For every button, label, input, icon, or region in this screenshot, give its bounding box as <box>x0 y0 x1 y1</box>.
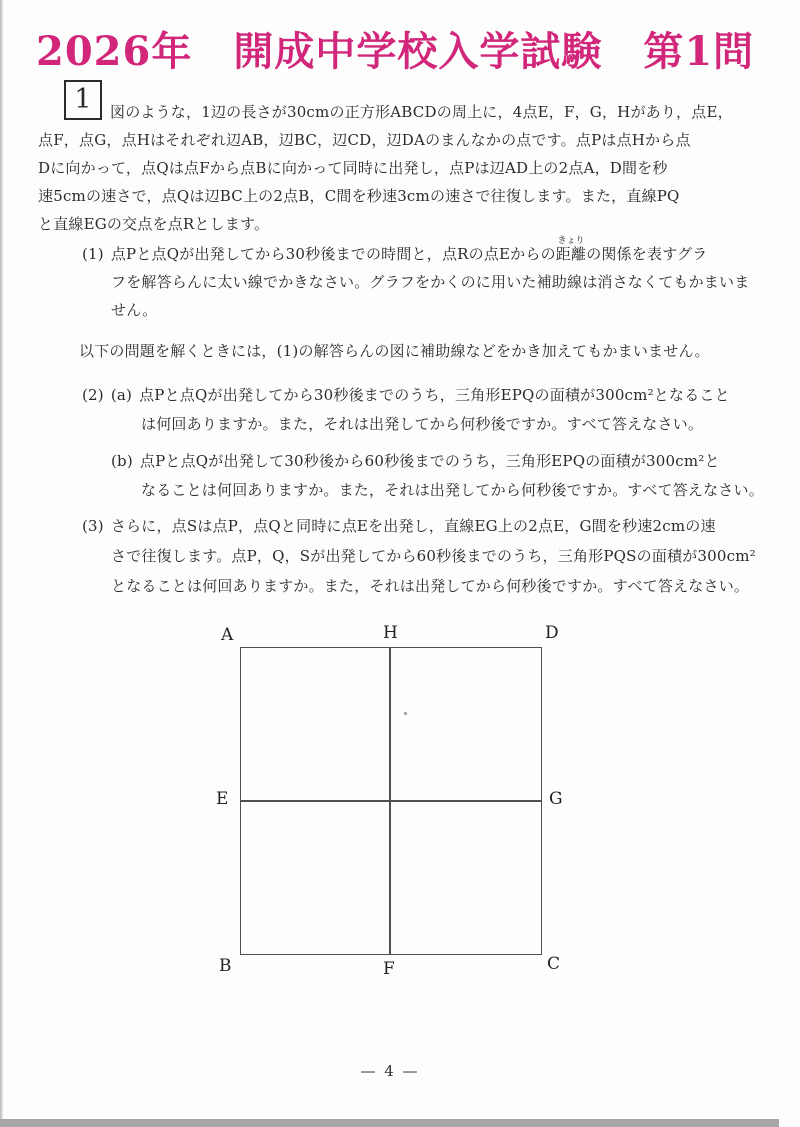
note-text: 以下の問題を解くときには，(1)の解答らんの図に補助線などをかき加えてもかまいません。 <box>79 342 710 360</box>
question-2b-line-1 <box>111 450 720 471</box>
vertex-label-D: D <box>545 623 559 643</box>
question-1-label: (1) <box>82 245 104 263</box>
vertex-label-E: E <box>216 789 229 809</box>
intro-line-2: 点F，点G，点Hはそれぞれ辺AB，辺BC，辺CD，辺DAのまんなかの点です。点Pは点Hから点 <box>38 131 691 149</box>
question-1-line-2: フを解答らんに太い線でかきなさい。グラフをかくのに用いた補助線は消さなくてもかまいま <box>111 273 750 291</box>
page-title: 2026年 開成中学校入学試験 第1問 <box>36 28 755 75</box>
intro-line-5: と直線EGの交点を点Rとします。 <box>38 215 270 233</box>
vertex-label-G: G <box>549 789 563 809</box>
segment-EG <box>240 800 542 802</box>
question-2a-text: 点Pと点Qが出発してから30秒後までのうち，三角形EPQの面積が300cm²となること <box>139 386 730 404</box>
page-number: — 4 — <box>360 1062 420 1080</box>
question-3-text: さらに，点Sは点P，点Qと同時に点Eを出発し，直線EG上の2点E，G間を秒速2cmの速 <box>110 517 716 535</box>
problem-number-box <box>64 80 102 120</box>
question-2a-line-1 <box>82 384 730 405</box>
scan-edge-bottom <box>0 1119 779 1127</box>
question-1-text-pre: 点Pと点Qが出発してから30秒後までの時間と，点Rの点Eからの <box>110 245 556 263</box>
question-3-line-2: さで往復します。点P，Q，Sが出発してから60秒後までのうち，三角形PQSの面積が300cm² <box>111 547 756 565</box>
vertex-label-H: H <box>383 623 398 643</box>
vertex-label-B: B <box>219 956 232 976</box>
question-1-line-3: せん。 <box>111 301 158 319</box>
vertex-label-C: C <box>547 954 561 974</box>
question-2b-label: (b) <box>111 452 133 470</box>
ruby-base: 距離 <box>555 245 587 263</box>
question-2b-text: 点Pと点Qが出発して30秒後から60秒後までのうち，三角形EPQの面積が300cm²と <box>139 452 720 470</box>
question-2b-line-2: なることは何回ありますか。また，それは出発してから何秒後ですか。すべて答えなさい。 <box>141 481 764 499</box>
intro-line-1: 図のような，1辺の長さが30cmの正方形ABCDの周上に，4点E，F，G，Hがあり，点E， <box>110 103 733 121</box>
vertex-label-A: A <box>221 625 234 645</box>
question-1-text-post: の関係を表すグラ <box>586 245 708 263</box>
stray-mark <box>404 712 407 715</box>
question-1-line-1 <box>82 236 708 264</box>
vertex-label-F: F <box>383 959 395 979</box>
ruby-furigana: きょり <box>557 236 585 246</box>
question-3-line-3: となることは何回ありますか。また，それは出発してから何秒後ですか。すべて答えなさい。 <box>111 577 750 595</box>
question-3-line-1 <box>82 515 716 536</box>
question-2a-label: (a) <box>110 386 133 404</box>
question-3-label: (3) <box>82 517 104 535</box>
ruby-kyori <box>555 236 587 264</box>
question-2-label: (2) <box>82 386 104 404</box>
question-2a-line-2: は何回ありますか。また，それは出発してから何秒後ですか。すべて答えなさい。 <box>141 415 704 433</box>
scan-edge-left <box>0 0 3 1127</box>
intro-line-3: Dに向かって，点Qは点Fから点Bに向かって同時に出発し，点Pは辺AD上の2点A，D間を秒 <box>38 159 668 177</box>
square-diagram <box>240 647 542 955</box>
intro-line-4: 速5cmの速さで，点Qは辺BC上の2点B，C間を秒速3cmの速さで往復します。また，直線PQ <box>38 187 680 205</box>
problem-number: 1 <box>74 84 92 115</box>
